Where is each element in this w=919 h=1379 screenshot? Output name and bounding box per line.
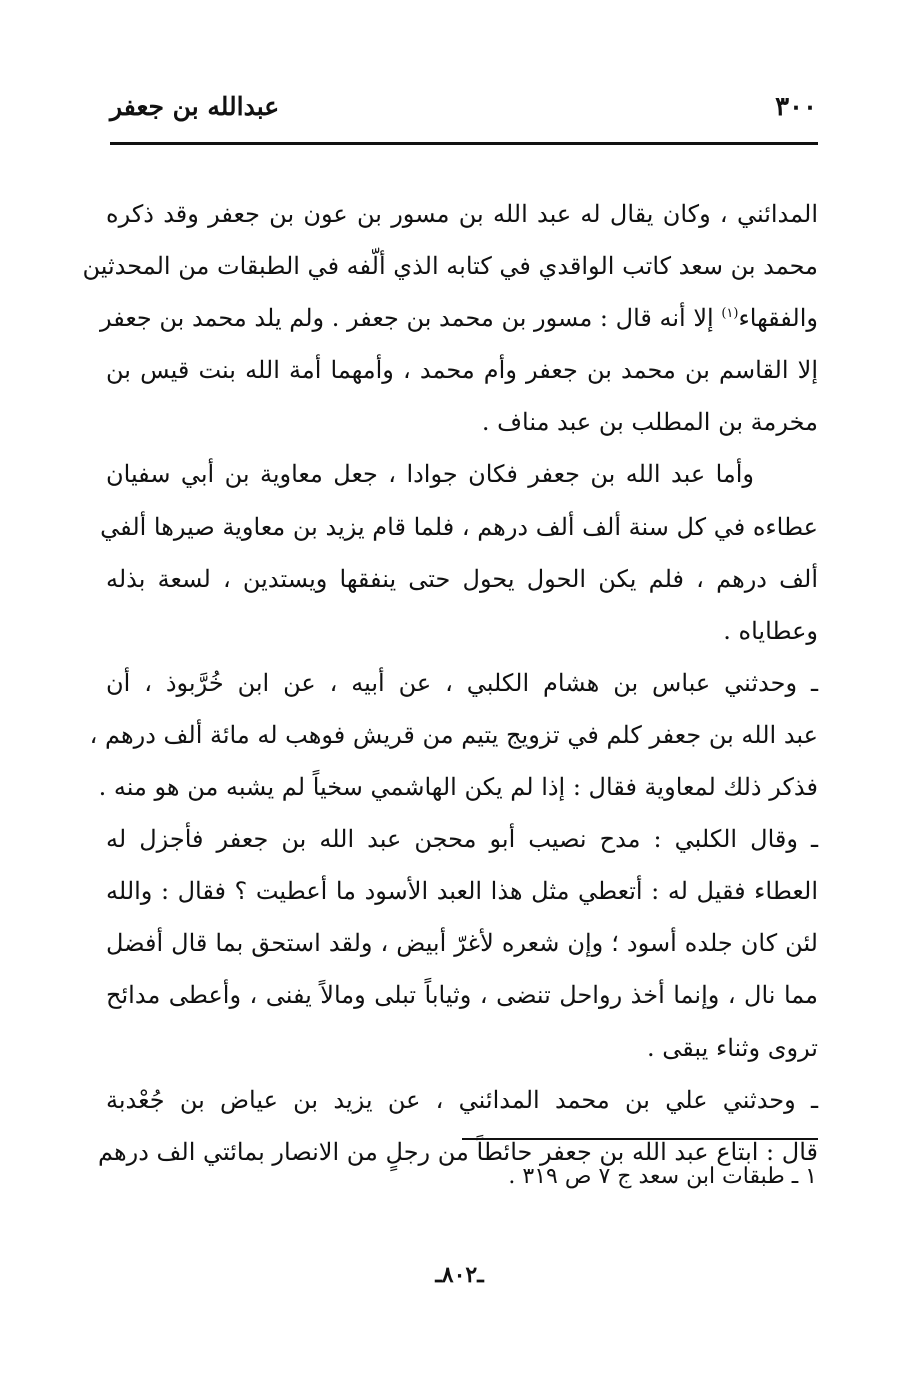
header-title: عبدالله بن جعفر [110,92,280,121]
text-line-10: ـ وحدثني عباس بن هشام الكلبي ، عن أبيه ، عن ابن خُرَّبوذ ، أن [106,668,818,697]
text-line-5: مخرمة بن المطلب بن عبد مناف . [481,408,818,437]
text-line-13: ـ وقال الكلبي : مدح نصيب أبو محجن عبد الله بن جعفر فأجزل له [106,825,819,854]
text-line-15: لئن كان جلده أسود ؛ وإن شعره لأغرّ أبيض ، ولقد استحق بما قال أفضل [106,929,818,958]
text-line-6: وأما عبد الله بن جعفر فكان جوادا ، جعل معاوية بن أبي سفيان [106,460,754,489]
text-line-3-end: إلا أنه قال : مسور بن محمد بن جعفر . ولم يلد محمد بن جعفر [99,304,714,333]
text-line-11: عبد الله بن جعفر كلم في تزويج يتيم من قريش فوهب له مائة ألف درهم ، [89,720,818,749]
text-line-8: ألف درهم ، فلم يكن الحول يحول حتى ينفقها ويستدين ، لسعة بذله [106,564,818,593]
text-line-1: المدائني ، وكان يقال له عبد الله بن مسور بن عون بن جعفر وقد ذكره [106,200,818,228]
running-header [110,92,817,132]
text-line-7: عطاءه في كل سنة ألف ألف درهم ، فلما قام يزيد بن معاوية صيرها ألفي [100,512,818,541]
text-line-12: فذكر ذلك لمعاوية فقال : إذا لم يكن الهاشمي سخياً لم يشبه من هو منه . [98,773,818,802]
text-line-9: وعطاياه . [723,616,818,645]
footnote-separator [462,1138,818,1140]
text-line-18: ـ وحدثني علي بن محمد المدائني ، عن يزيد بن عياض بن جُعْدبة [106,1085,818,1114]
text-line-3 [99,292,818,344]
text-line-16: مما نال ، وإنما أخذ رواحل تنضى ، وثياباً تبلى ومالاً يفنى ، وأعطى مدائح [106,981,818,1010]
footnote-reference-marker: (١) [721,306,739,322]
text-line-3-start: والفقهاء [738,304,818,333]
main-text [82,188,819,1178]
text-line-4: إلا القاسم بن محمد بن جعفر وأم محمد ، وأمهما أمة الله بنت قيس بن [106,356,819,385]
footnote: ١ ـ طبقات ابن سعد ج ٧ ص ٣١٩ . [508,1164,817,1189]
text-line-14: العطاء فقيل له : أتعطي مثل هذا العبد الأسود ما أعطيت ؟ فقال : والله [106,877,818,906]
header-rule [110,142,818,145]
header-page-number: ٣٠٠ [775,92,817,122]
text-line-2: محمد بن سعد كاتب الواقدي في كتابه الذي ألّفه في الطبقات من المحدثين [82,252,818,281]
page-folio: ـ٨٠٢ـ [435,1262,484,1288]
text-line-19: قال : ابتاع عبد الله بن جعفر حائطاً من رجلٍ من الانصار بمائتي الف درهم [98,1137,818,1166]
text-line-17: تروى وثناء يبقى . [647,1033,818,1062]
